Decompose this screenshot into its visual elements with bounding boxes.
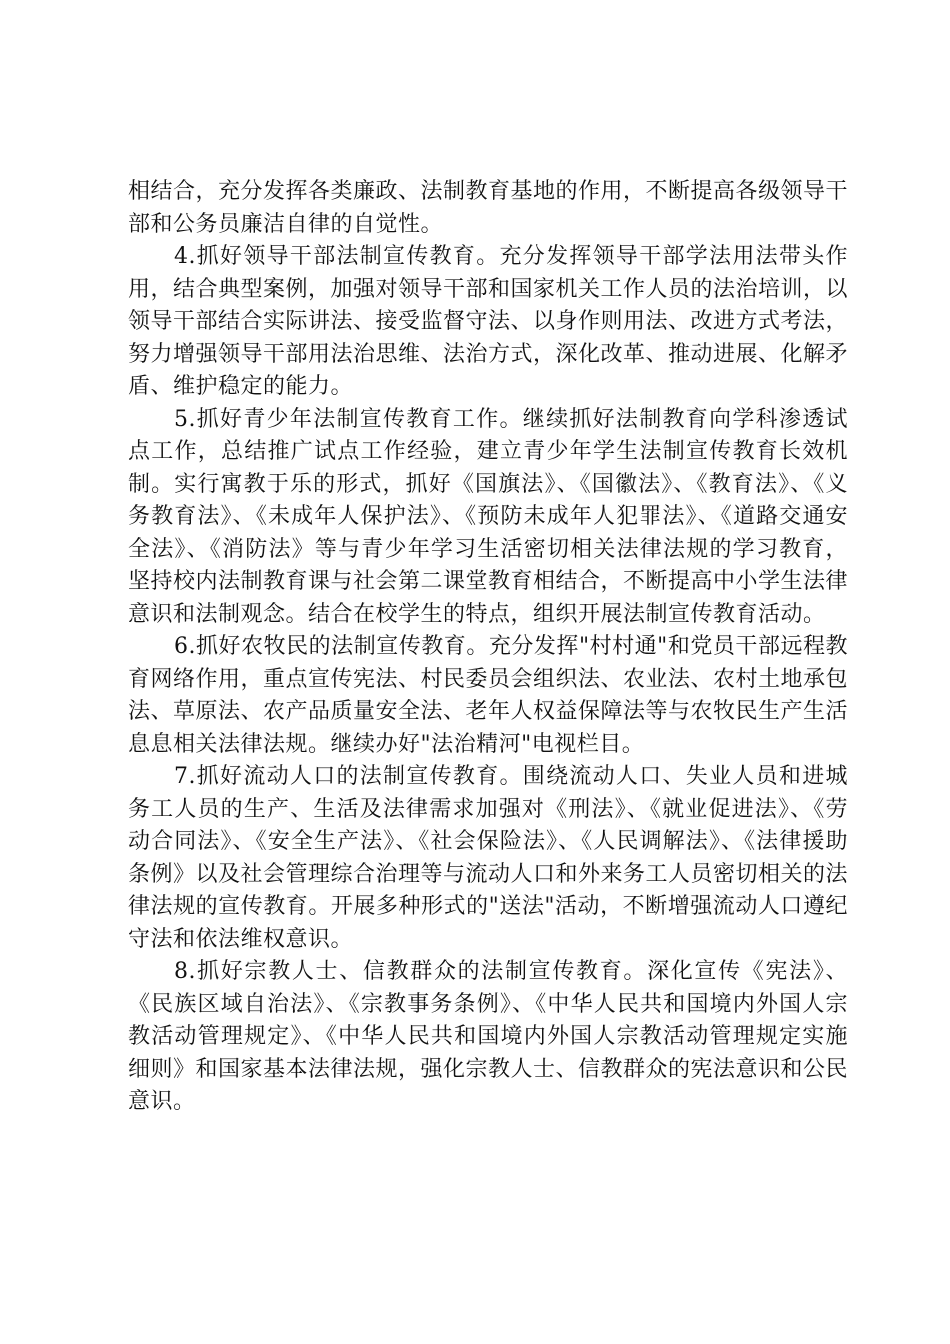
paragraph-item-5: 5.抓好青少年法制宣传教育工作。继续抓好法制教育向学科渗透试点工作，总结推广试点工作经验，建立青少年学生法制宣传教育长效机制。实行寓教于乐的形式，抓好《国旗法》、《国徽法》、《教育法》、《义务教育法》、《未成年人保护法》、《预防未成年人犯罪法》、《道路交通安全法》、《消防法》等与青少年学习生活密切相关法律法规的学习教育，坚持校内法制教育课与社会第二课堂教育相结合，不断提高中小学生法律意识和法制观念。结合在校学生的特点，组织开展法制宣传教育活动。 (128, 406, 849, 627)
paragraph-continuation: 相结合，充分发挥各类廉政、法制教育基地的作用，不断提高各级领导干部和公务员廉洁自律的自觉性。 (128, 179, 849, 237)
document-body (128, 176, 848, 1119)
paragraph-item-7: 7.抓好流动人口的法制宣传教育。围绕流动人口、失业人员和进城务工人员的生产、生活及法律需求加强对《刑法》、《就业促进法》、《劳动合同法》、《安全生产法》、《社会保险法》、《人民调解法》、《法律援助条例》以及社会管理综合治理等与流动人口和外来务工人员密切相关的法律法规的宣传教育。开展多种形式的"送法"活动，不断增强流动人口遵纪守法和依法维权意识。 (128, 764, 849, 952)
paragraph-item-8: 8.抓好宗教人士、信教群众的法制宣传教育。深化宣传《宪法》、《民族区域自治法》、《宗教事务条例》、《中华人民共和国境内外国人宗教活动管理规定》、《中华人民共和国境内外国人宗教活动管理规定实施细则》和国家基本法律法规，强化宗教人士、信教群众的宪法意识和公民意识。 (128, 959, 849, 1114)
paragraph-item-6: 6.抓好农牧民的法制宣传教育。充分发挥"村村通"和党员干部远程教育网络作用，重点宣传宪法、村民委员会组织法、农业法、农村土地承包法、草原法、农产品质量安全法、老年人权益保障法等与农牧民生产生活息息相关法律法规。继续办好"法治精河"电视栏目。 (128, 634, 849, 757)
paragraph-item-4: 4.抓好领导干部法制宣传教育。充分发挥领导干部学法用法带头作用，结合典型案例，加强对领导干部和国家机关工作人员的法治培训，以领导干部结合实际讲法、接受监督守法、以身作则用法、改进方式考法，努力增强领导干部用法治思维、法治方式，深化改革、推动进展、化解矛盾、维护稳定的能力。 (128, 244, 849, 399)
